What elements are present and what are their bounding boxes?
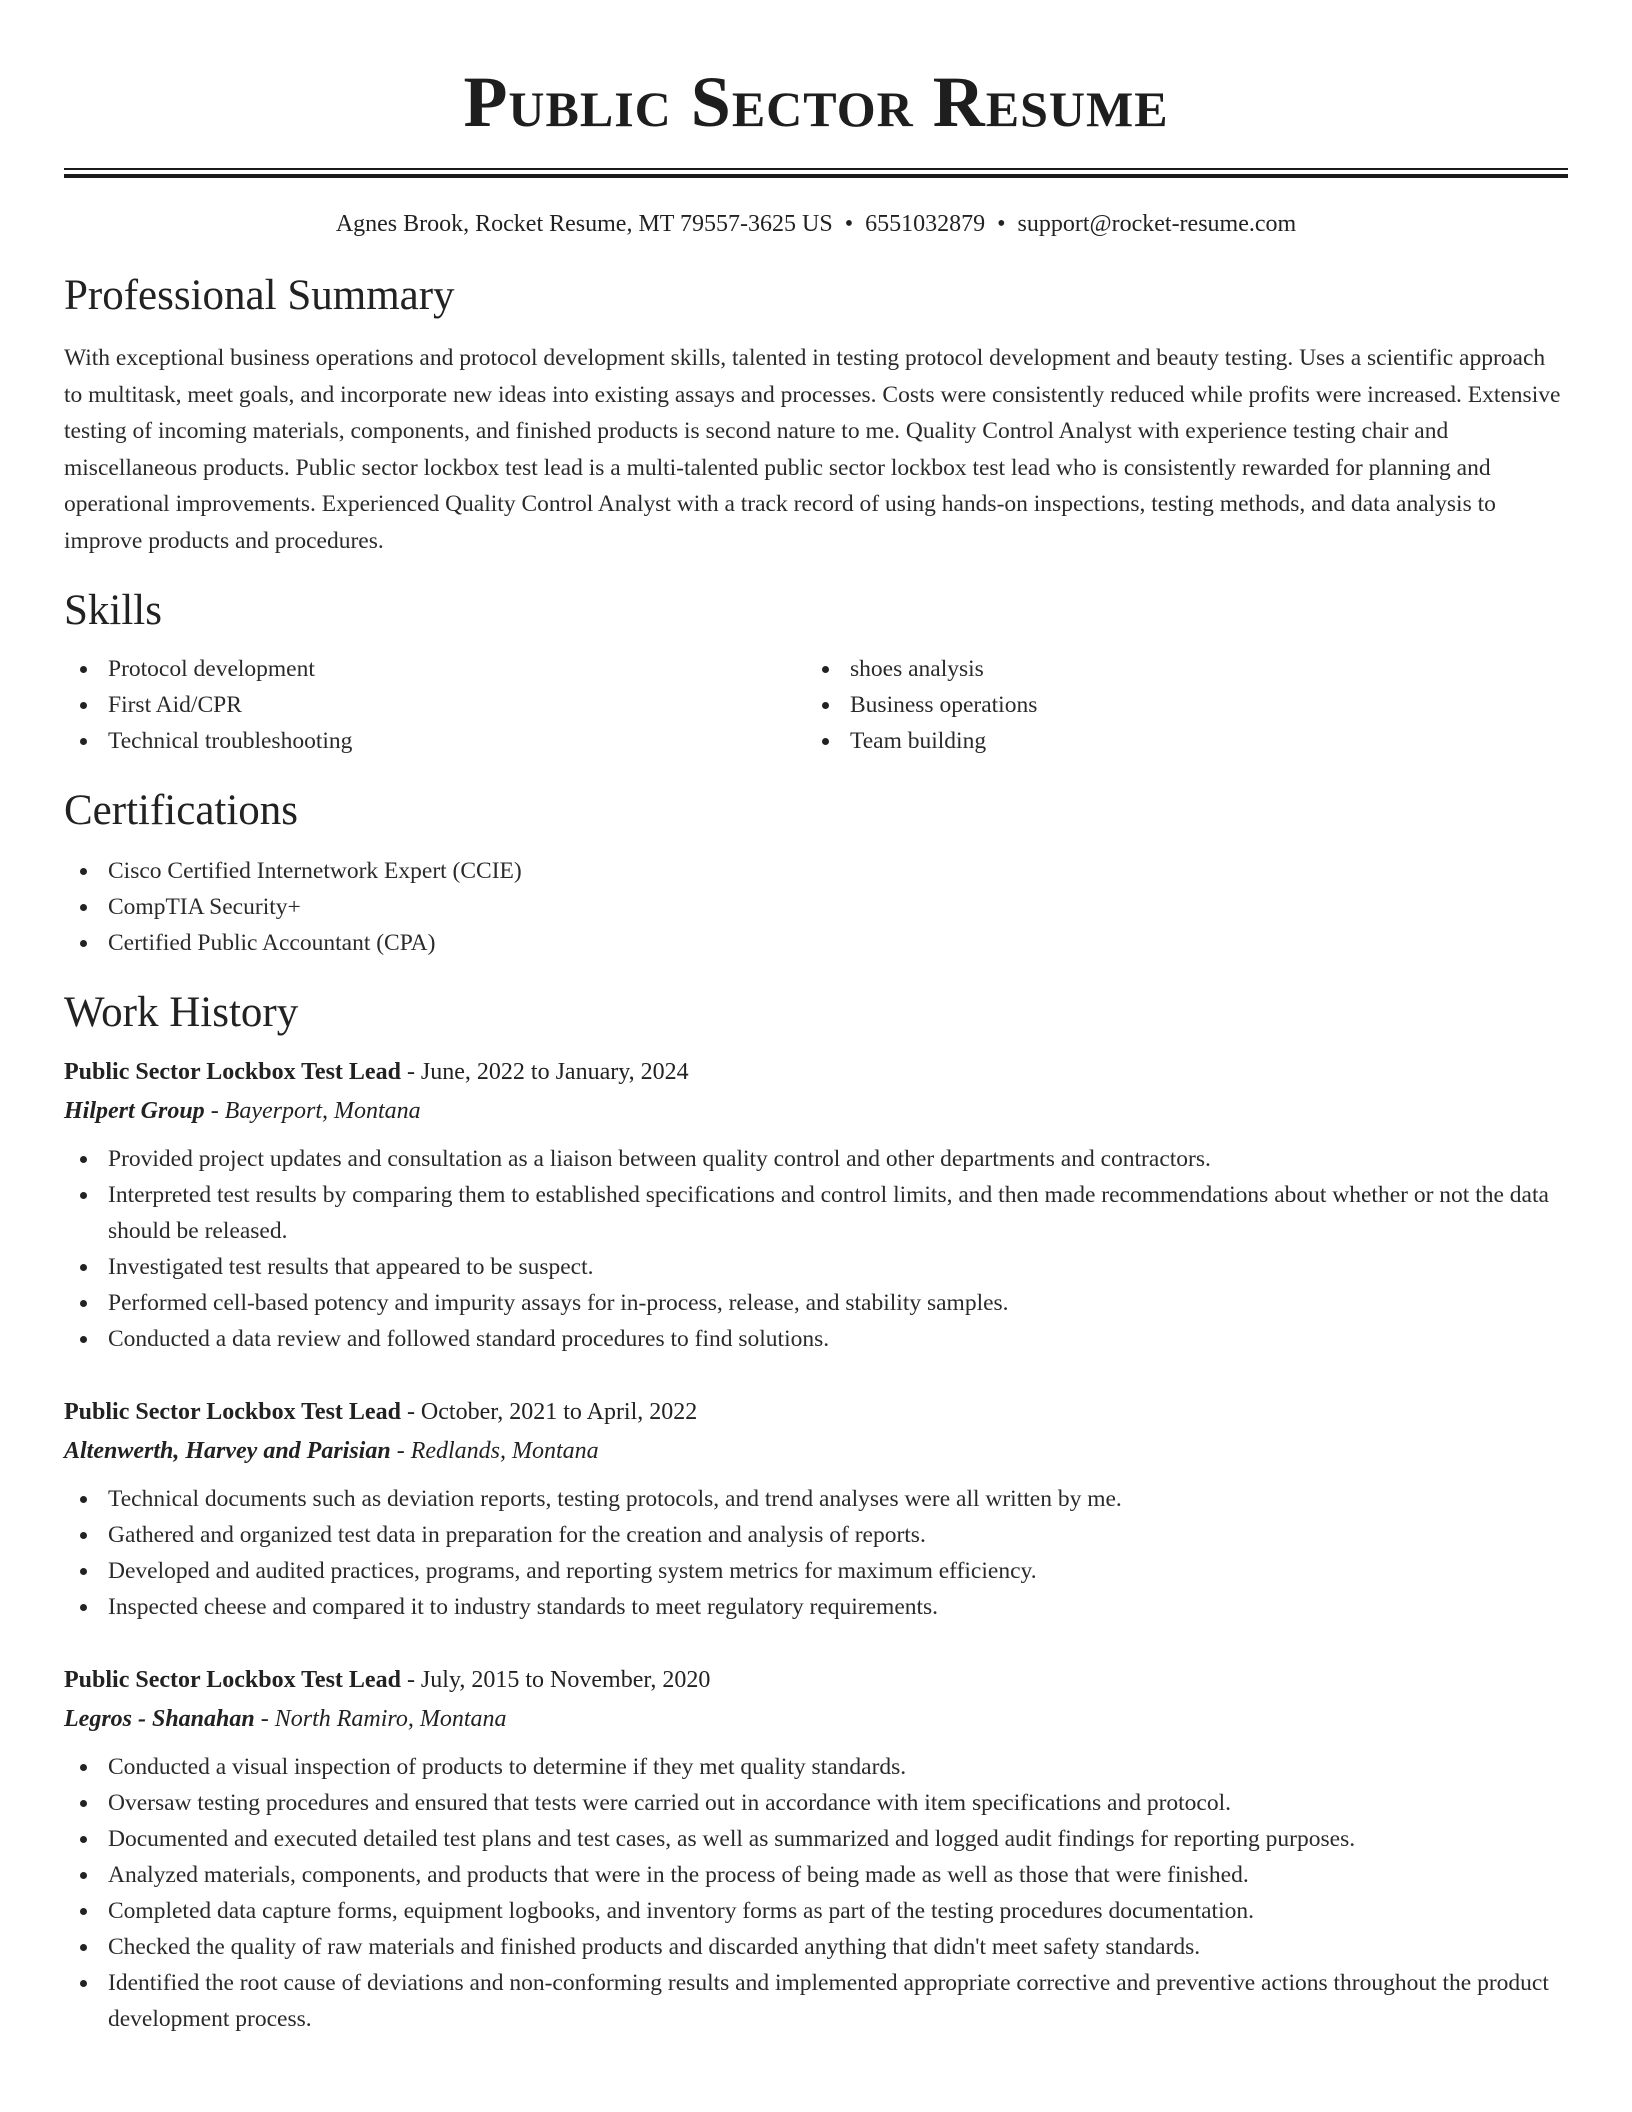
job-bullet: Gathered and organized test data in preparation for the creation and analysis of reports. (64, 1517, 1568, 1553)
job-bullet: Developed and audited practices, programs, and reporting system metrics for maximum efficiency. (64, 1553, 1568, 1589)
job-header (64, 1393, 1568, 1431)
summary-heading: Professional Summary (64, 272, 455, 319)
job-bullet-list (64, 1481, 1568, 1625)
job-location: - North Ramiro, Montana (254, 1706, 507, 1732)
resume-page (64, 0, 1568, 2037)
job-entry (64, 1393, 1568, 1625)
job-bullet: Identified the root cause of deviations and non-conforming results and implemented appropriate corrective and preventive actions throughout the product development process. (64, 1965, 1568, 2037)
certifications-heading: Certifications (64, 787, 299, 834)
job-role: Public Sector Lockbox Test Lead (64, 1059, 401, 1085)
certification-item: Cisco Certified Internetwork Expert (CCIE) (64, 853, 1568, 889)
job-bullet: Interpreted test results by comparing them to established specifications and control limits, and then made recommendations about whether or not the data should be released. (64, 1177, 1568, 1249)
skills-column-right (806, 651, 1548, 759)
job-company: Hilpert Group (64, 1098, 205, 1124)
job-location: - Bayerport, Montana (204, 1098, 421, 1124)
skills-column-left (64, 651, 806, 759)
skills-section (64, 583, 1568, 759)
job-bullet: Analyzed materials, components, and products that were in the process of being made as well as those that were finished. (64, 1857, 1568, 1893)
job-entry (64, 1661, 1568, 2037)
job-bullet: Provided project updates and consultation as a liaison between quality control and other departments and contractors. (64, 1141, 1568, 1177)
job-organization (64, 1699, 1568, 1739)
contact-phone: 6551032879 (865, 211, 986, 237)
job-role: Public Sector Lockbox Test Lead (64, 1399, 401, 1425)
summary-section (64, 268, 1568, 559)
job-bullet-list (64, 1749, 1568, 2037)
job-bullet-list (64, 1141, 1568, 1357)
job-organization (64, 1091, 1568, 1131)
work-history-heading: Work History (64, 989, 299, 1036)
job-bullet: Inspected cheese and compared it to industry standards to meet regulatory requirements. (64, 1589, 1568, 1625)
certifications-section (64, 783, 1568, 961)
job-role: Public Sector Lockbox Test Lead (64, 1667, 401, 1693)
skill-item: Protocol development (64, 651, 806, 687)
job-bullet: Conducted a data review and followed standard procedures to find solutions. (64, 1321, 1568, 1357)
certification-item: Certified Public Accountant (CPA) (64, 925, 1568, 961)
job-bullet: Technical documents such as deviation reports, testing protocols, and trend analyses were all written by me. (64, 1481, 1568, 1517)
job-dates: - July, 2015 to November, 2020 (400, 1667, 711, 1693)
skill-item: shoes analysis (806, 651, 1548, 687)
job-dates: - June, 2022 to January, 2024 (400, 1059, 689, 1085)
skills-grid (64, 651, 1568, 759)
skill-item: Team building (806, 723, 1548, 759)
certifications-list (64, 853, 1568, 961)
contact-separator: • (997, 211, 1006, 237)
job-bullet: Investigated test results that appeared to be suspect. (64, 1249, 1568, 1285)
skills-heading: Skills (64, 587, 162, 634)
work-history-section (64, 985, 1568, 2037)
job-entry (64, 1053, 1568, 1357)
job-bullet: Checked the quality of raw materials and finished products and discarded anything that didn't meet safety standards. (64, 1929, 1568, 1965)
job-organization (64, 1431, 1568, 1471)
skill-item: Technical troubleshooting (64, 723, 806, 759)
contact-address: Agnes Brook, Rocket Resume, MT 79557-3625 US (335, 211, 833, 237)
contact-line (64, 206, 1568, 242)
certification-item: CompTIA Security+ (64, 889, 1568, 925)
skill-item: First Aid/CPR (64, 687, 806, 723)
job-dates: - October, 2021 to April, 2022 (400, 1399, 698, 1425)
skill-item: Business operations (806, 687, 1548, 723)
job-header (64, 1053, 1568, 1091)
contact-email: support@rocket-resume.com (1017, 211, 1297, 237)
page-title: Public Sector Resume (463, 62, 1169, 142)
contact-separator: • (844, 211, 854, 237)
summary-text: With exceptional business operations and protocol development skills, talented in testing protocol development and beauty testing. Uses a scientific approach to multitask, meet goals, and incorporate new ideas into existing assays and processes. Costs were consistently reduced while profits were increased. Extensive testing of incoming materials, components, and finished products is second nature to me. Quality Control Analyst with experience testing chair and miscellaneous products. Public sector lockbox test lead is a multi-talented public sector lockbox test lead who is consistently rewarded for planning and operational improvements. Experienced Quality Control Analyst with a track record of using hands-on inspections, testing methods, and data analysis to improve products and procedures. (64, 345, 1561, 554)
job-bullet: Documented and executed detailed test plans and test cases, as well as summarized and logged audit findings for reporting purposes. (64, 1821, 1568, 1857)
job-location: - Redlands, Montana (390, 1438, 599, 1464)
job-bullet: Performed cell-based potency and impurity assays for in-process, release, and stability samples. (64, 1285, 1568, 1321)
title-divider (64, 168, 1568, 178)
job-company: Legros - Shanahan (64, 1706, 255, 1732)
job-company: Altenwerth, Harvey and Parisian (64, 1438, 391, 1464)
job-header (64, 1661, 1568, 1699)
job-bullet: Oversaw testing procedures and ensured that tests were carried out in accordance with item specifications and protocol. (64, 1785, 1568, 1821)
job-bullet: Completed data capture forms, equipment logbooks, and inventory forms as part of the testing procedures documentation. (64, 1893, 1568, 1929)
job-bullet: Conducted a visual inspection of products to determine if they met quality standards. (64, 1749, 1568, 1785)
